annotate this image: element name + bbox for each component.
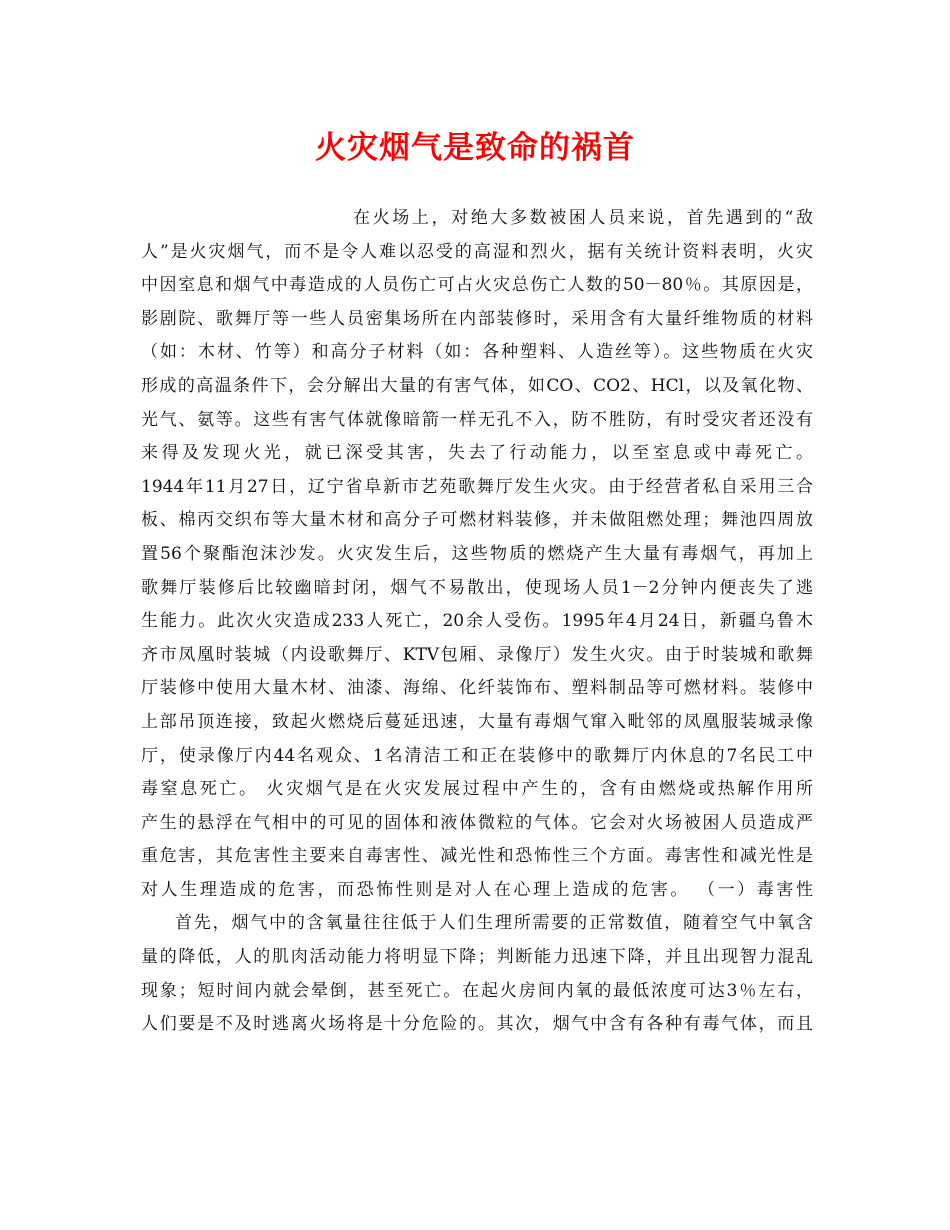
paragraph-line: 歌舞厅装修后比较幽暗封闭，烟气不易散出，使现场人员1－2分钟内便丧失了逃: [141, 577, 813, 598]
paragraph-line: 产生的悬浮在气相中的可见的固体和液体微粒的气体。它会对火场被困人员造成严: [141, 812, 813, 833]
paragraph-line: 形成的高温条件下，会分解出大量的有害气体，如CO、CO2、HCl，以及氧化物、: [141, 375, 813, 396]
paragraph-line: 1944年11月27日，辽宁省阜新市艺苑歌舞厅发生火灾。由于经营者私自采用三合: [141, 476, 813, 497]
paragraph-line: 置56个聚酯泡沫沙发。火灾发生后，这些物质的燃烧产生大量有毒烟气，再加上: [141, 543, 813, 564]
paragraph-line: 上部吊顶连接，致起火燃烧后蔓延迅速，大量有毒烟气窜入毗邻的凤凰服装城录像: [141, 711, 813, 732]
paragraph-line: 中因室息和烟气中毒造成的人员伤亡可占火灾总伤亡人数的50－80％。其原因是，: [141, 275, 813, 296]
paragraph-line: 现象；短时间内就会晕倒，甚至死亡。在起火房间内氧的最低浓度可达3％左右，: [141, 980, 813, 1001]
document-body: [141, 202, 813, 1042]
paragraph-line: （如：木材、竹等）和高分子材料（如：各种塑料、人造丝等）。这些物质在火灾: [141, 342, 813, 363]
paragraph-line: 对人生理造成的危害，而恐怖性则是对人在心理上造成的危害。 （一）毒害性: [141, 879, 813, 900]
paragraph-line: 在火场上，对绝大多数被困人员来说，首先遇到的“敌: [353, 208, 813, 228]
paragraph-line: 首先，烟气中的含氧量往往低于人们生理所需要的正常数值，随着空气中氧含: [175, 913, 813, 934]
paragraph-line: 生能力。此次火灾造成233人死亡，20余人受伤。1995年4月24日，新疆乌鲁木: [141, 611, 813, 632]
paragraph-line: 量的降低，人的肌肉活动能力将明显下降；判断能力迅速下降，并且出现智力混乱: [141, 947, 813, 968]
paragraph-line: 齐市凤凰时装城（内设歌舞厅、KTV包厢、录像厅）发生火灾。由于时装城和歌舞: [141, 644, 813, 665]
paragraph-line: 影剧院、歌舞厅等一些人员密集场所在内部装修时，采用含有大量纤维物质的材料: [141, 308, 813, 329]
paragraph-line: 人”是火灾烟气，而不是令人难以忍受的高湿和烈火，据有关统计资料表明，火灾: [141, 241, 813, 262]
paragraph-line: 来得及发现火光，就已深受其害，失去了行动能力，以至室息或中毒死亡。: [141, 443, 813, 464]
paragraph-line: 毒窒息死亡。 火灾烟气是在火灾发展过程中产生的，含有由燃烧或热解作用所: [141, 779, 813, 800]
paragraph-line: 光气、氨等。这些有害气体就像暗箭一样无孔不入，防不胜防，有时受灾者还没有: [141, 409, 813, 430]
paragraph-line: 厅，使录像厅内44名观众、1名清洁工和正在装修中的歌舞厅内休息的7名民工中: [141, 745, 813, 766]
paragraph-line: 厅装修中使用大量木材、油漆、海绵、化纤装饰布、塑料制品等可燃材料。装修中: [141, 678, 813, 699]
document-title: 火灾烟气是致命的祸首: [315, 130, 635, 166]
paragraph-line: 重危害，其危害性主要来自毒害性、减光性和恐怖性三个方面。毒害性和减光性是: [141, 846, 813, 867]
paragraph-line: 人们要是不及时逃离火场将是十分危险的。其次，烟气中含有各种有毒气体，而且: [141, 1014, 813, 1035]
paragraph-line: 板、棉丙交织布等大量木材和高分子可燃材料装修，并未做阻燃处理；舞池四周放: [141, 510, 813, 531]
